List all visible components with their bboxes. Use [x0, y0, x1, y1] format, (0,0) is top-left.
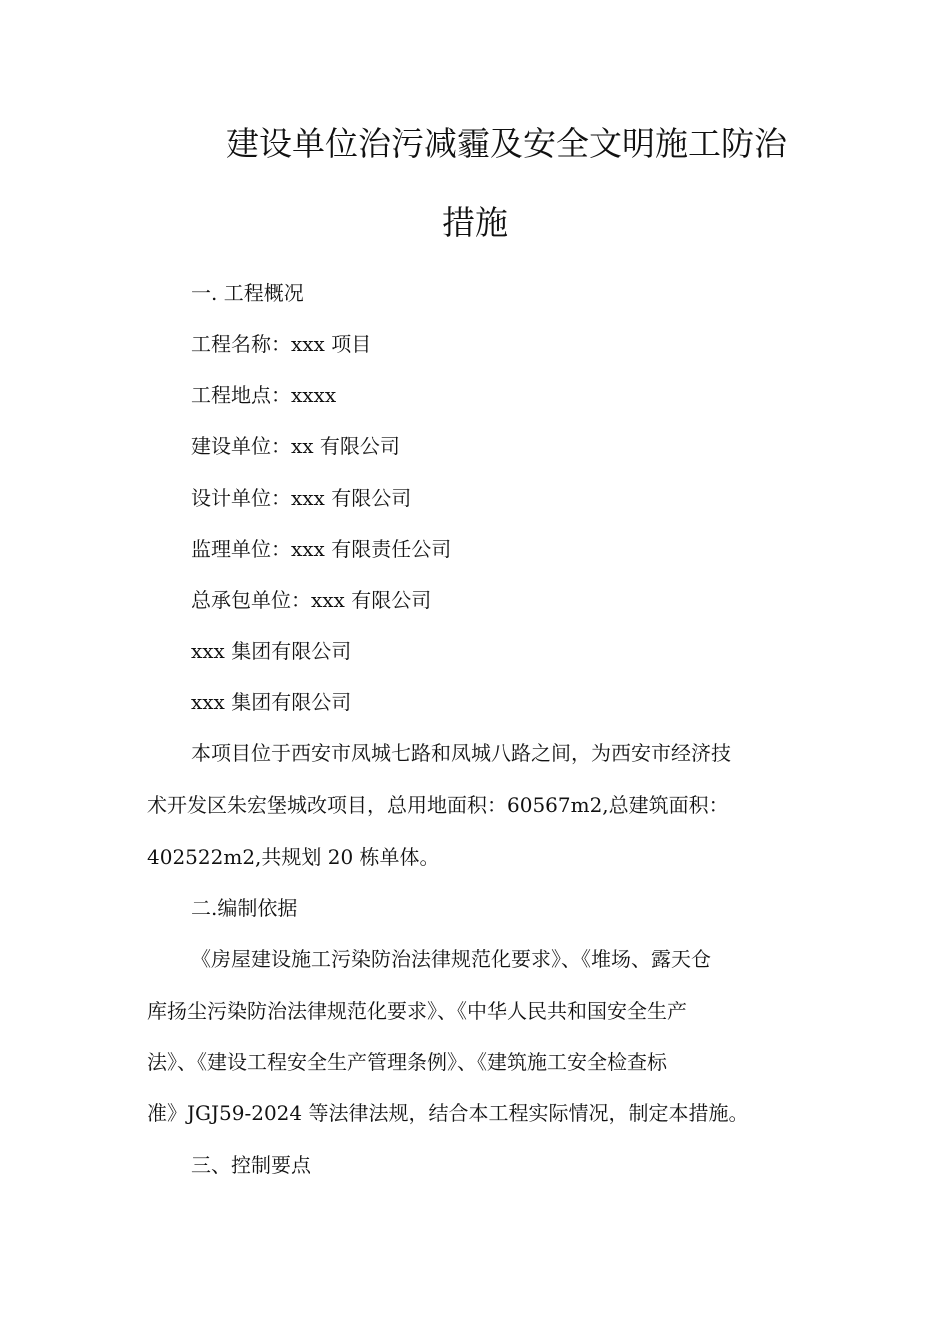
project-location-line: 工程地点：xxxx — [191, 383, 337, 407]
project-name-line: 工程名称：xxx 项目 — [191, 332, 372, 356]
group-company-line-2: xxx 集团有限公司 — [191, 690, 352, 714]
overview-paragraph-line: 术开发区朱宏堡城改项目，总用地面积：60567m2,总建筑面积： — [147, 793, 729, 817]
basis-paragraph-line: 《房屋建设施工污染防治法律规范化要求》、《堆场、露天仓 — [191, 947, 711, 971]
construction-unit-line: 建设单位：xx 有限公司 — [191, 434, 400, 458]
overview-paragraph-line: 402522m2,共规划 20 栋单体。 — [147, 845, 440, 869]
document-title-line-2: 措施 — [442, 203, 508, 242]
document-title-line-1: 建设单位治污减霾及安全文明施工防治 — [226, 124, 787, 163]
section-heading-control-points: 三、控制要点 — [191, 1153, 311, 1177]
supervision-unit-line: 监理单位：xxx 有限责任公司 — [191, 537, 452, 561]
general-contractor-line: 总承包单位：xxx 有限公司 — [191, 588, 432, 612]
basis-paragraph-line: 库扬尘污染防治法律规范化要求》、《中华人民共和国安全生产 — [147, 999, 687, 1023]
overview-paragraph-line: 本项目位于西安市凤城七路和凤城八路之间，为西安市经济技 — [191, 741, 731, 765]
basis-paragraph-line: 法》、《建设工程安全生产管理条例》、《建筑施工安全检查标 — [147, 1050, 667, 1074]
design-unit-line: 设计单位：xxx 有限公司 — [191, 486, 412, 510]
section-heading-basis: 二.编制依据 — [191, 896, 298, 920]
basis-paragraph-line: 准》JGJ59-2024 等法律法规，结合本工程实际情况，制定本措施。 — [147, 1101, 749, 1125]
group-company-line-1: xxx 集团有限公司 — [191, 639, 352, 663]
section-heading-overview: 一. 工程概况 — [191, 281, 304, 305]
